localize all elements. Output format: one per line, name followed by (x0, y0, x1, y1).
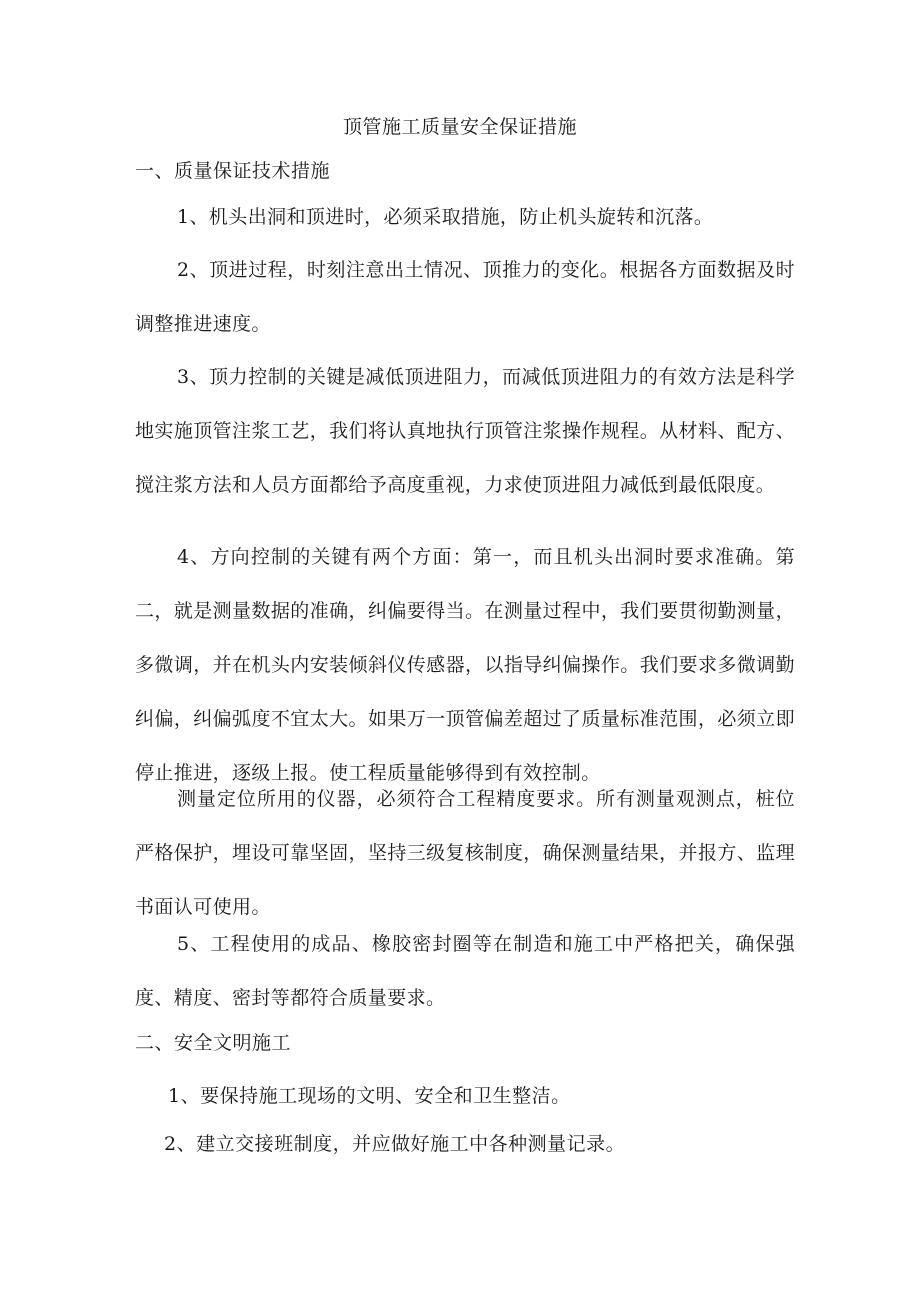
paragraph-5: 测量定位所用的仪器，必须符合工程精度要求。所有测量观测点，桩位严格保护，埋设可靠坚固，坚持三级复核制度，确保测量结果，并报方、监理书面认可使用。 (135, 788, 795, 918)
paragraph-1: 1、机头出洞和顶进时，必须采取措施，防止机头旋转和沉落。 (177, 206, 714, 228)
section-2-item-2: 2、建立交接班制度，并应做好施工中各种测量记录。 (164, 1133, 626, 1155)
paragraph-3: 3、顶力控制的关键是减低顶进阻力，而减低顶进阻力的有效方法是科学地实施顶管注浆工艺，我们将认真地执行顶管注浆操作规程。从材料、配方、搅注浆方法和人员方面都给予高度重视，力求使顶进阻力减低到最低限度。 (135, 366, 795, 496)
paragraph-4: 4、方向控制的关键有两个方面：第一，而且机头出洞时要求准确。第二，就是测量数据的准确，纠偏要得当。在测量过程中，我们要贯彻勤测量，多微调，并在机头内安装倾斜仪传感器，以指导纠偏操作。我们要求多微调勤纠偏，纠偏弧度不宜太大。如果万一顶管偏差超过了质量标准范围，必须立即停止推进，逐级上报。使工程质量能够得到有效控制。 (135, 546, 795, 784)
section-1-heading: 一、质量保证技术措施 (135, 160, 331, 182)
document-title: 顶管施工质量安全保证措施 (342, 116, 577, 138)
section-2-heading: 二、安全文明施工 (135, 1032, 292, 1054)
paragraph-6: 5、工程使用的成品、橡胶密封圈等在制造和施工中严格把关，确保强度、精度、密封等都符合质量要求。 (135, 933, 795, 1009)
section-2-item-1: 1、要保持施工现场的文明、安全和卫生整洁。 (168, 1085, 571, 1107)
paragraph-2: 2、顶进过程，时刻注意出土情况、顶推力的变化。根据各方面数据及时调整推进速度。 (135, 259, 795, 335)
